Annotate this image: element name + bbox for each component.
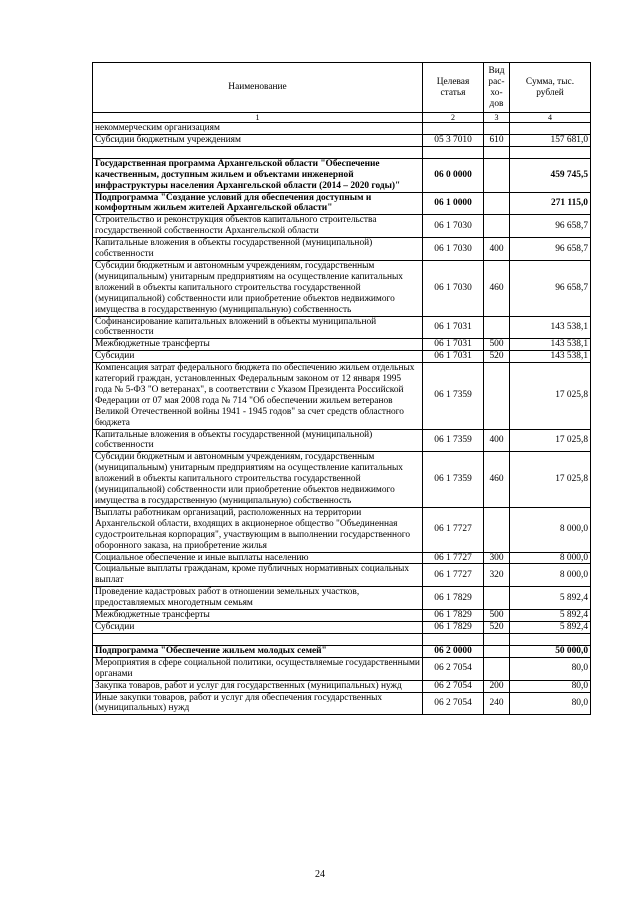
row-target-code-cell: 06 1 7031 — [423, 316, 484, 339]
row-name-cell: некоммерческим организациям — [93, 123, 423, 135]
row-expense-type-cell — [484, 192, 510, 215]
row-sum-cell: 8 000,0 — [510, 552, 591, 564]
column-number: 4 — [510, 113, 591, 123]
row-target-code-cell: 06 1 7829 — [423, 610, 484, 622]
table-row — [93, 192, 591, 215]
table-row — [93, 238, 591, 261]
row-sum-cell: 459 745,5 — [510, 158, 591, 192]
column-number: 1 — [93, 113, 423, 123]
row-expense-type-cell: 520 — [484, 621, 510, 633]
row-target-code-cell: 06 2 0000 — [423, 645, 484, 657]
row-expense-type-cell — [484, 215, 510, 238]
row-sum-cell: 96 658,7 — [510, 238, 591, 261]
spacer-row — [93, 633, 591, 645]
row-sum-cell: 5 892,4 — [510, 587, 591, 610]
empty-cell — [510, 146, 591, 158]
table-row — [93, 339, 591, 351]
table-row — [93, 692, 591, 715]
table-body — [93, 123, 591, 715]
row-sum-cell: 143 538,1 — [510, 316, 591, 339]
row-name-cell: Субсидии бюджетным и автономным учреждениям, государственным (муниципальным) унитарным предприятиям на осуществление капитальных вложений в объекты капитального строительства государственной (муниципальной) собственности или приобретение объектов недвижимого имущества в государственную (муниципальную) собственность — [93, 452, 423, 508]
row-expense-type-cell: 500 — [484, 339, 510, 351]
row-name-cell: Социальные выплаты гражданам, кроме публичных нормативных социальных выплат — [93, 564, 423, 587]
row-sum-cell: 96 658,7 — [510, 260, 591, 316]
row-name-cell: Закупка товаров, работ и услуг для государственных (муниципальных) нужд — [93, 680, 423, 692]
header-sum: Сумма, тыс. рублей — [510, 63, 591, 113]
header-row — [93, 63, 591, 113]
column-number-row — [93, 113, 591, 123]
row-sum-cell: 143 538,1 — [510, 351, 591, 363]
row-expense-type-cell — [484, 123, 510, 135]
row-sum-cell: 157 681,0 — [510, 134, 591, 146]
row-name-cell: Капитальные вложения в объекты государственной (муниципальной) собственности — [93, 429, 423, 452]
row-sum-cell: 5 892,4 — [510, 621, 591, 633]
row-target-code-cell: 06 1 7359 — [423, 429, 484, 452]
row-expense-type-cell — [484, 158, 510, 192]
empty-cell — [484, 146, 510, 158]
row-name-cell: Субсидии бюджетным учреждениям — [93, 134, 423, 146]
empty-cell — [423, 633, 484, 645]
row-expense-type-cell: 400 — [484, 238, 510, 261]
row-target-code-cell: 05 3 7010 — [423, 134, 484, 146]
empty-cell — [423, 146, 484, 158]
row-sum-cell: 50 000,0 — [510, 645, 591, 657]
row-name-cell: Мероприятия в сфере социальной политики, осуществляемые государственными органами — [93, 657, 423, 680]
row-sum-cell: 80,0 — [510, 692, 591, 715]
row-target-code-cell: 06 1 7829 — [423, 587, 484, 610]
row-name-cell: Иные закупки товаров, работ и услуг для обеспечения государственных (муниципальных) нужд — [93, 692, 423, 715]
row-expense-type-cell — [484, 645, 510, 657]
row-sum-cell: 271 115,0 — [510, 192, 591, 215]
row-sum-cell: 17 025,8 — [510, 363, 591, 429]
table-row — [93, 587, 591, 610]
row-name-cell: Субсидии — [93, 621, 423, 633]
table-row — [93, 610, 591, 622]
row-name-cell: Субсидии — [93, 351, 423, 363]
table-row — [93, 363, 591, 429]
table-row — [93, 680, 591, 692]
table-row — [93, 316, 591, 339]
row-name-cell: Межбюджетные трансферты — [93, 339, 423, 351]
table-row — [93, 621, 591, 633]
row-expense-type-cell: 610 — [484, 134, 510, 146]
row-sum-cell: 143 538,1 — [510, 339, 591, 351]
row-target-code-cell: 06 1 7727 — [423, 552, 484, 564]
row-expense-type-cell: 460 — [484, 452, 510, 508]
row-name-cell: Проведение кадастровых работ в отношении земельных участков, предоставляемых многодетным семьям — [93, 587, 423, 610]
table-row — [93, 564, 591, 587]
spacer-row — [93, 146, 591, 158]
row-expense-type-cell: 460 — [484, 260, 510, 316]
row-expense-type-cell — [484, 587, 510, 610]
row-name-cell: Социальное обеспечение и иные выплаты населению — [93, 552, 423, 564]
table-row — [93, 552, 591, 564]
row-expense-type-cell: 320 — [484, 564, 510, 587]
row-expense-type-cell: 240 — [484, 692, 510, 715]
row-target-code-cell: 06 2 7054 — [423, 692, 484, 715]
row-target-code-cell: 06 1 7359 — [423, 452, 484, 508]
empty-cell — [484, 633, 510, 645]
row-expense-type-cell — [484, 316, 510, 339]
row-name-cell: Подпрограмма "Обеспечение жильем молодых семей" — [93, 645, 423, 657]
row-target-code-cell: 06 1 7031 — [423, 339, 484, 351]
row-expense-type-cell — [484, 363, 510, 429]
row-expense-type-cell: 520 — [484, 351, 510, 363]
row-name-cell: Государственная программа Архангельской области "Обеспечение качественным, доступным жильем и объектами инженерной инфраструктуры населения Архангельской области (2014 – 2020 годы)" — [93, 158, 423, 192]
row-sum-cell: 80,0 — [510, 680, 591, 692]
row-target-code-cell: 06 1 7727 — [423, 507, 484, 552]
row-target-code-cell: 06 1 7030 — [423, 238, 484, 261]
row-expense-type-cell — [484, 507, 510, 552]
column-number: 2 — [423, 113, 484, 123]
table-row — [93, 158, 591, 192]
table-row — [93, 134, 591, 146]
table-row — [93, 260, 591, 316]
table-row — [93, 452, 591, 508]
row-sum-cell: 96 658,7 — [510, 215, 591, 238]
row-name-cell: Строительство и реконструкция объектов капитального строительства государственной собственности Архангельской области — [93, 215, 423, 238]
row-target-code-cell: 06 0 0000 — [423, 158, 484, 192]
table-row — [93, 657, 591, 680]
empty-cell — [93, 146, 423, 158]
row-expense-type-cell: 500 — [484, 610, 510, 622]
row-name-cell: Выплаты работникам организаций, расположенных на территории Архангельской области, входящих в акционерное общество "Объединенная судостроительная корпорация", участвующим в выполнении государственного оборонного заказа, на приобретение жилья — [93, 507, 423, 552]
row-name-cell: Межбюджетные трансферты — [93, 610, 423, 622]
row-name-cell: Софинансирование капитальных вложений в объекты муниципальной собственности — [93, 316, 423, 339]
empty-cell — [510, 633, 591, 645]
table-row — [93, 351, 591, 363]
row-target-code-cell: 06 1 7030 — [423, 215, 484, 238]
row-sum-cell: 5 892,4 — [510, 610, 591, 622]
row-sum-cell: 17 025,8 — [510, 452, 591, 508]
row-target-code-cell: 06 1 7031 — [423, 351, 484, 363]
row-target-code-cell: 06 2 7054 — [423, 680, 484, 692]
row-sum-cell — [510, 123, 591, 135]
row-expense-type-cell: 300 — [484, 552, 510, 564]
table-row — [93, 507, 591, 552]
header-name: Наименование — [93, 63, 423, 113]
row-target-code-cell: 06 1 7359 — [423, 363, 484, 429]
row-sum-cell: 8 000,0 — [510, 564, 591, 587]
row-expense-type-cell: 400 — [484, 429, 510, 452]
row-target-code-cell — [423, 123, 484, 135]
header-expense-type: Вид рас-хо-дов — [484, 63, 510, 113]
row-target-code-cell: 06 1 7829 — [423, 621, 484, 633]
row-expense-type-cell — [484, 657, 510, 680]
row-target-code-cell: 06 1 7727 — [423, 564, 484, 587]
row-name-cell: Субсидии бюджетным и автономным учреждениям, государственным (муниципальным) унитарным предприятиям на осуществление капитальных вложений в объекты капитального строительства государственной (муниципальной) собственности или приобретение объектов недвижимого имущества в государственную (муниципальную) собственность — [93, 260, 423, 316]
empty-cell — [93, 633, 423, 645]
budget-table — [92, 62, 591, 715]
page-number: 24 — [315, 869, 325, 880]
row-sum-cell: 80,0 — [510, 657, 591, 680]
table-row — [93, 645, 591, 657]
row-expense-type-cell: 200 — [484, 680, 510, 692]
row-target-code-cell: 06 1 0000 — [423, 192, 484, 215]
row-name-cell: Подпрограмма "Создание условий для обеспечения доступным и комфортным жильем жителей Архангельской области" — [93, 192, 423, 215]
row-sum-cell: 8 000,0 — [510, 507, 591, 552]
table-row — [93, 215, 591, 238]
column-number: 3 — [484, 113, 510, 123]
row-sum-cell: 17 025,8 — [510, 429, 591, 452]
table-row — [93, 123, 591, 135]
table-row — [93, 429, 591, 452]
row-name-cell: Компенсация затрат федерального бюджета по обеспечению жильем отдельных категорий граждан, установленных Федеральным законом от 12 января 1995 года № 5-ФЗ "О ветеранах", в соответствии с Указом Президента Российской Федерации от 07 мая 2008 года № 714 "Об обеспечении жильем ветеранов Великой Отечественной войны 1941 - 1945 годов" за счет средств областного бюджета — [93, 363, 423, 429]
row-target-code-cell: 06 2 7054 — [423, 657, 484, 680]
header-target-code: Целевая статья — [423, 63, 484, 113]
row-name-cell: Капитальные вложения в объекты государственной (муниципальной) собственности — [93, 238, 423, 261]
row-target-code-cell: 06 1 7030 — [423, 260, 484, 316]
